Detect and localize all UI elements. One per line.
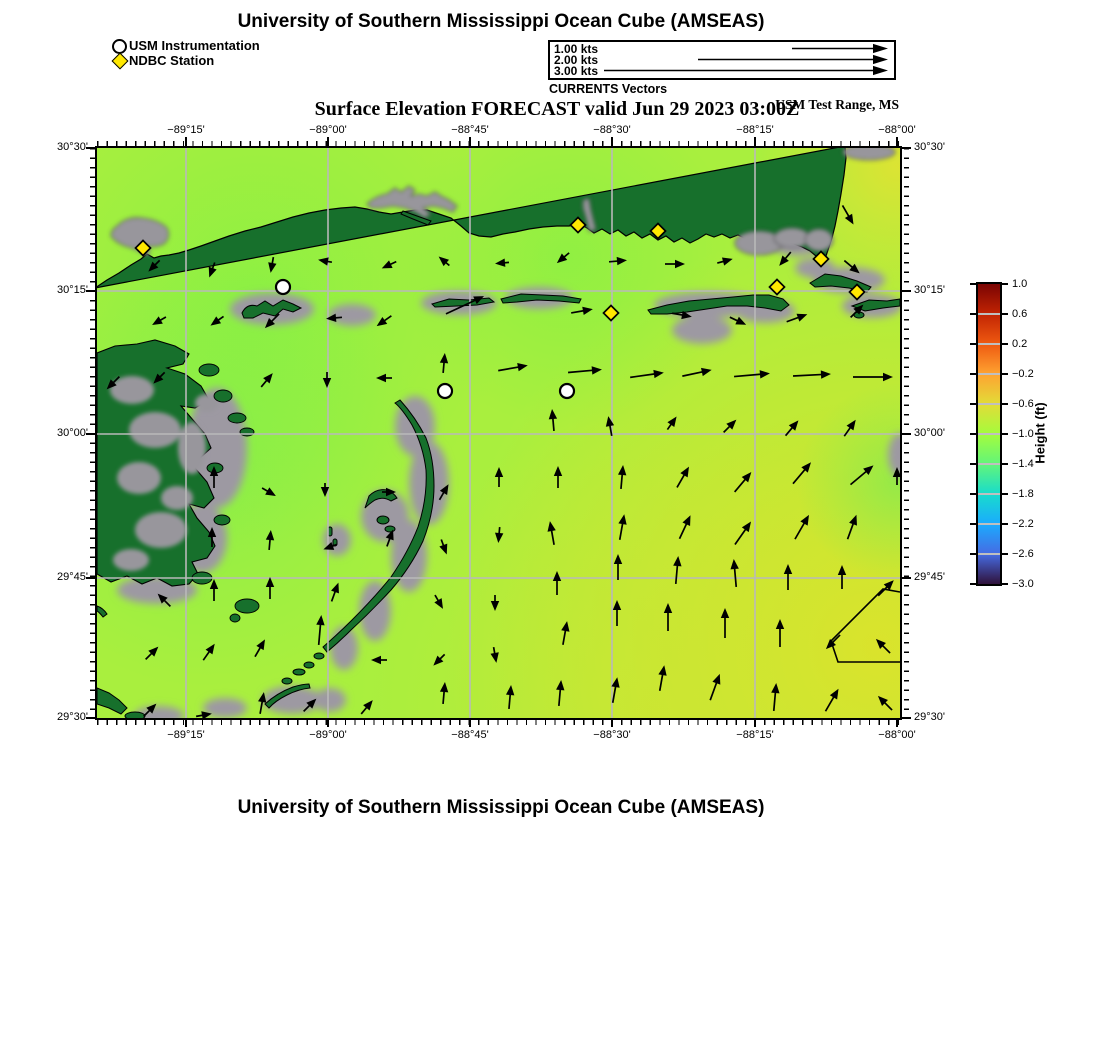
colorbar-tick (1002, 583, 1008, 584)
colorbar-tick (1002, 313, 1008, 314)
lon-tick-label: −88°15' (736, 124, 774, 136)
colorbar-tick (1002, 493, 1008, 494)
legend-ndbc-label: NDBC Station (129, 53, 215, 68)
colorbar-tick (970, 403, 976, 404)
currents-vector-scale-box (548, 40, 896, 80)
usm-instrument-marker (276, 280, 290, 294)
forecast-valid-time-title: Surface Elevation FORECAST valid Jun 29 2023 03:00Z (314, 98, 800, 120)
colorbar-tick-label: 0.6 (1012, 308, 1028, 320)
lon-tick-label: −89°00' (309, 729, 347, 741)
colorbar-tick (1002, 403, 1008, 404)
colorbar-tick-label: −1.4 (1012, 458, 1034, 470)
currents-vectors-caption: CURRENTS Vectors (549, 82, 668, 96)
colorbar-gridline (978, 463, 1000, 465)
colorbar-axis-label: Height (ft) (1032, 402, 1048, 464)
colorbar-tick (1002, 373, 1008, 374)
colorbar-gridline (978, 553, 1000, 555)
colorbar-tick-label: −1.0 (1012, 428, 1034, 440)
colorbar-tick-label: −0.6 (1012, 398, 1034, 410)
vector-scale-2kt-label: 2.00 kts (554, 53, 599, 67)
colorbar-gridline (978, 343, 1000, 345)
colorbar-tick-label: −0.2 (1012, 368, 1034, 380)
legend-usm-label: USM Instrumentation (129, 38, 260, 53)
colorbar-tick (1002, 553, 1008, 554)
lon-tick-label: −88°45' (451, 729, 489, 741)
vector-scale-arrows (550, 42, 894, 78)
vector-scale-3kt-label: 3.00 kts (554, 64, 599, 78)
bottom-page-title: University of Southern Mississippi Ocean Cube (AMSEAS) (237, 797, 765, 818)
lat-tick-label: 30°00' (57, 427, 88, 439)
colorbar-tick (1002, 463, 1008, 464)
colorbar-tick-label: −2.6 (1012, 548, 1034, 560)
colorbar-tick-label: 0.2 (1012, 338, 1028, 350)
axis-minor-ticks-bottom (97, 720, 900, 725)
lon-tick-label: −88°00' (878, 729, 916, 741)
lon-tick-label: −88°30' (593, 124, 631, 136)
colorbar-gridline (978, 433, 1000, 435)
colorbar-tick-label: −2.2 (1012, 518, 1034, 530)
lon-tick-label: −88°45' (451, 124, 489, 136)
colorbar-gridline (978, 523, 1000, 525)
lon-tick-label: −89°15' (167, 729, 205, 741)
colorbar-gridline (978, 493, 1000, 495)
colorbar-tick (970, 433, 976, 434)
lat-tick-label: 30°30' (57, 141, 88, 153)
lon-tick-label: −89°15' (167, 124, 205, 136)
usm-instrument-marker (438, 384, 452, 398)
lat-tick-label: 30°00' (914, 427, 945, 439)
colorbar-tick (970, 283, 976, 284)
lat-tick-label: 29°45' (914, 571, 945, 583)
usm-instrument-marker (560, 384, 574, 398)
vector-scale-1kt-label: 1.00 kts (554, 42, 599, 56)
colorbar-tick (970, 313, 976, 314)
test-range-label: USM Test Range, MS (775, 97, 899, 112)
page-title: University of Southern Mississippi Ocean Cube (AMSEAS) (237, 11, 765, 32)
axis-minor-ticks-top (97, 141, 900, 146)
colorbar-tick (970, 373, 976, 374)
colorbar-tick (970, 583, 976, 584)
axis-minor-ticks-left (90, 148, 95, 718)
colorbar-tick (970, 343, 976, 344)
colorbar-tick-label: 1.0 (1012, 278, 1028, 290)
axis-minor-ticks-right (904, 148, 909, 718)
colorbar-tick (1002, 283, 1008, 284)
lon-tick-label: −88°15' (736, 729, 774, 741)
colorbar-tick (1002, 433, 1008, 434)
colorbar-tick (1002, 523, 1008, 524)
colorbar-tick-label: −1.8 (1012, 488, 1034, 500)
colorbar-tick (970, 463, 976, 464)
lat-tick-label: 30°30' (914, 141, 945, 153)
colorbar-tick (970, 493, 976, 494)
colorbar-tick (970, 523, 976, 524)
colorbar-gridline (978, 403, 1000, 405)
ndbc-station-icon (112, 53, 129, 70)
colorbar-gridline (978, 373, 1000, 375)
lat-tick-label: 29°30' (57, 711, 88, 723)
colorbar-gridline (978, 313, 1000, 315)
lat-tick-label: 30°15' (57, 284, 88, 296)
lat-tick-label: 29°30' (914, 711, 945, 723)
colorbar-tick (1002, 343, 1008, 344)
lat-tick-label: 29°45' (57, 571, 88, 583)
lat-tick-label: 30°15' (914, 284, 945, 296)
lon-tick-label: −89°00' (309, 124, 347, 136)
lon-tick-label: −88°30' (593, 729, 631, 741)
colorbar-tick (970, 553, 976, 554)
map-canvas (97, 148, 900, 718)
lon-tick-label: −88°00' (878, 124, 916, 136)
colorbar-tick-label: −3.0 (1012, 578, 1034, 590)
